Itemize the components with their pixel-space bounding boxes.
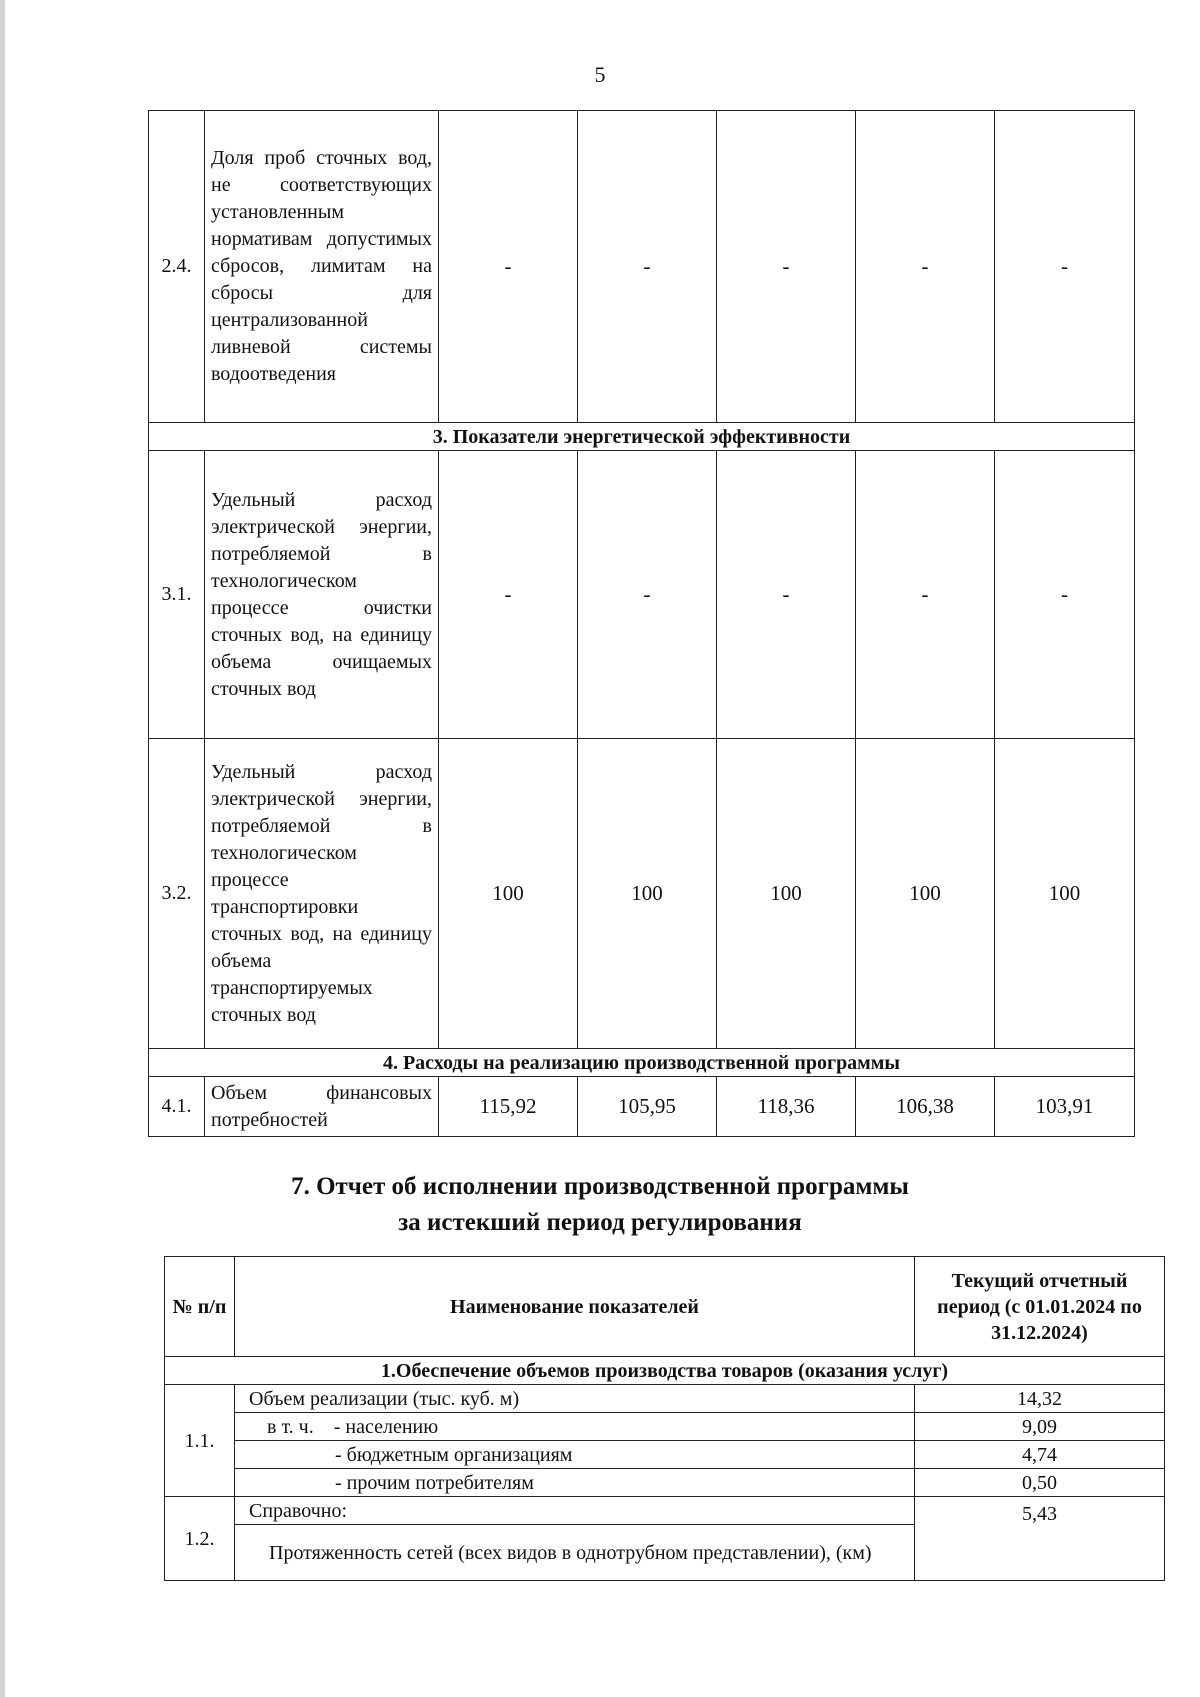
indicator-value: 105,95: [578, 1077, 717, 1137]
indicator-value: 100: [439, 739, 578, 1049]
table-row: [165, 1497, 1165, 1525]
indicator-description: Объем финансовых потребностей: [205, 1077, 439, 1137]
row-label: Справочно:: [235, 1497, 915, 1525]
row-number: 2.4.: [149, 111, 205, 423]
indicator-value: 106,38: [856, 1077, 995, 1137]
table-row: [165, 1469, 1165, 1497]
row-number: 4.1.: [149, 1077, 205, 1137]
indicator-value: 100: [995, 739, 1135, 1049]
section-heading: 3. Показатели энергетической эффективности: [149, 423, 1135, 451]
indicator-value: -: [439, 451, 578, 739]
section-heading: 4. Расходы на реализацию производственной программы: [149, 1049, 1135, 1077]
header-row: [165, 1257, 1165, 1357]
table-row: [149, 1077, 1135, 1137]
indicator-value: -: [717, 111, 856, 423]
page-number: 5: [594, 62, 606, 87]
indicator-description: Доля проб сточных вод, не соответствующих установленным нормативам допустимых сбросов, лимитам на сбросы для централизованной ливневой системы водоотведения: [205, 111, 439, 423]
section-heading: 1.Обеспечение объемов производства товаров (оказания услуг): [165, 1357, 1165, 1385]
indicators-table: [148, 110, 1135, 1137]
report-title-line2: за истекший период регулирования: [398, 1209, 802, 1236]
row-number: 1.1.: [165, 1385, 235, 1497]
row-number: 1.2.: [165, 1497, 235, 1581]
row-label: Объем реализации (тыс. куб. м): [235, 1385, 915, 1413]
scan-edge: [0, 0, 5, 1697]
section-row: [149, 423, 1135, 451]
indicator-description: Удельный расход электрической энергии, потребляемой в технологическом процессе транспортировки сточных вод, на единицу объема транспортируемых сточных вод: [205, 739, 439, 1049]
report-title-line1: 7. Отчет об исполнении производственной программы: [291, 1173, 909, 1200]
indicator-value: -: [995, 451, 1135, 739]
row-value: 9,09: [915, 1413, 1165, 1441]
table-row: [149, 739, 1135, 1049]
row-label: Протяженность сетей (всех видов в однотрубном представлении), (км): [235, 1525, 915, 1581]
table-row: [165, 1385, 1165, 1413]
indicator-value: -: [578, 451, 717, 739]
row-value: 0,50: [915, 1469, 1165, 1497]
indicator-value: 118,36: [717, 1077, 856, 1137]
indicator-value: -: [856, 111, 995, 423]
table-row: [149, 451, 1135, 739]
section-row: [165, 1357, 1165, 1385]
table-row: [165, 1441, 1165, 1469]
indicator-value: 100: [856, 739, 995, 1049]
row-value: 4,74: [915, 1441, 1165, 1469]
row-number: 3.2.: [149, 739, 205, 1049]
indicator-value: -: [856, 451, 995, 739]
indicator-value: -: [717, 451, 856, 739]
section-row: [149, 1049, 1135, 1077]
indicator-value: -: [995, 111, 1135, 423]
row-label: в т. ч. - населению: [235, 1413, 915, 1441]
indicator-value: -: [439, 111, 578, 423]
row-number: 3.1.: [149, 451, 205, 739]
table-row: [149, 111, 1135, 423]
header-name: Наименование показателей: [235, 1257, 915, 1357]
indicator-value: 100: [578, 739, 717, 1049]
header-number: № п/п: [165, 1257, 235, 1357]
indicator-value: 103,91: [995, 1077, 1135, 1137]
table-row: [165, 1413, 1165, 1441]
indicator-value: 115,92: [439, 1077, 578, 1137]
indicator-value: -: [578, 111, 717, 423]
row-label: - бюджетным организациям: [235, 1441, 915, 1469]
indicator-value: 100: [717, 739, 856, 1049]
row-value: 5,43: [915, 1497, 1165, 1581]
row-value: 14,32: [915, 1385, 1165, 1413]
header-period: Текущий отчетный период (с 01.01.2024 по 31.12.2024): [915, 1257, 1165, 1357]
indicator-description: Удельный расход электрической энергии, потребляемой в технологическом процессе очистки сточных вод, на единицу объема очищаемых сточных вод: [205, 451, 439, 739]
row-label: - прочим потребителям: [235, 1469, 915, 1497]
report-table: [164, 1256, 1165, 1581]
